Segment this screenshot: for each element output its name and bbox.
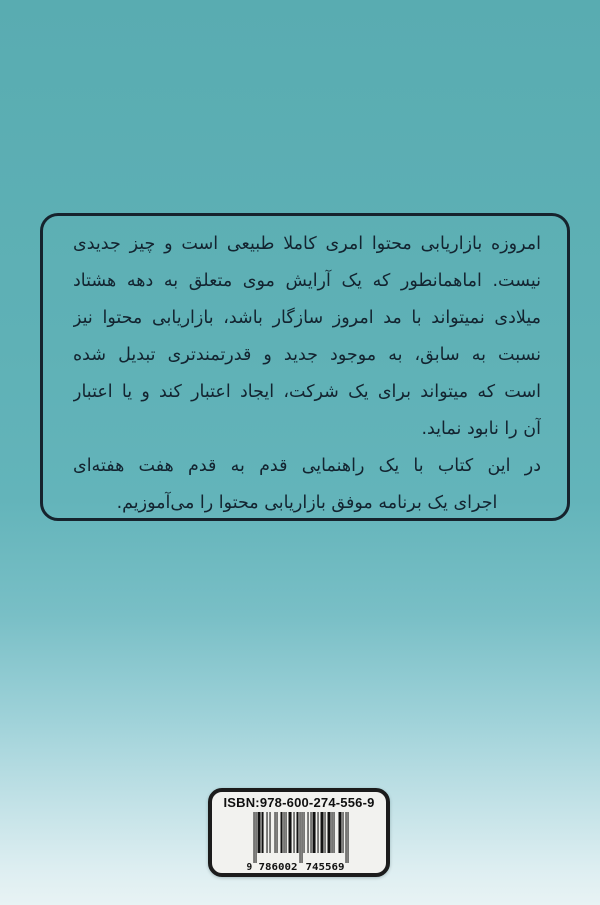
description-text (43, 216, 567, 522)
svg-text:745569: 745569 (305, 862, 345, 873)
description-line: نیست. اماهمانطور که یک آرایش موی متعلق به دهه هشتاد (73, 271, 541, 291)
isbn-number: ISBN:978-600-274-556-9 (223, 795, 375, 810)
description-line: است که میتواند برای یک شرکت، ایجاد اعتبار کند و یا اعتبار (73, 382, 541, 402)
svg-text:9: 9 (246, 862, 253, 873)
description-line: امروزه بازاریابی محتوا امری کاملا طبیعی است و چیز جدیدی (73, 234, 541, 254)
svg-text:786002: 786002 (258, 862, 298, 873)
ean13-barcode (219, 811, 379, 873)
description-line: آن را نابود نماید. (421, 419, 541, 439)
isbn-barcode-sticker (208, 788, 390, 877)
description-line: اجرای یک برنامه موفق بازاریابی محتوا را می‌آموزیم. (116, 493, 498, 513)
description-box (40, 213, 570, 521)
description-line: میلادی نمیتواند با مد امروز سازگار باشد، بازاریابی محتوا نیز (73, 308, 541, 328)
description-line: در این کتاب با یک راهنمایی قدم به قدم هفت هفته‌ای (73, 456, 541, 476)
description-line: نسبت به سابق، به موجود جدید و قدرتمندتری تبدیل شده (73, 345, 541, 365)
